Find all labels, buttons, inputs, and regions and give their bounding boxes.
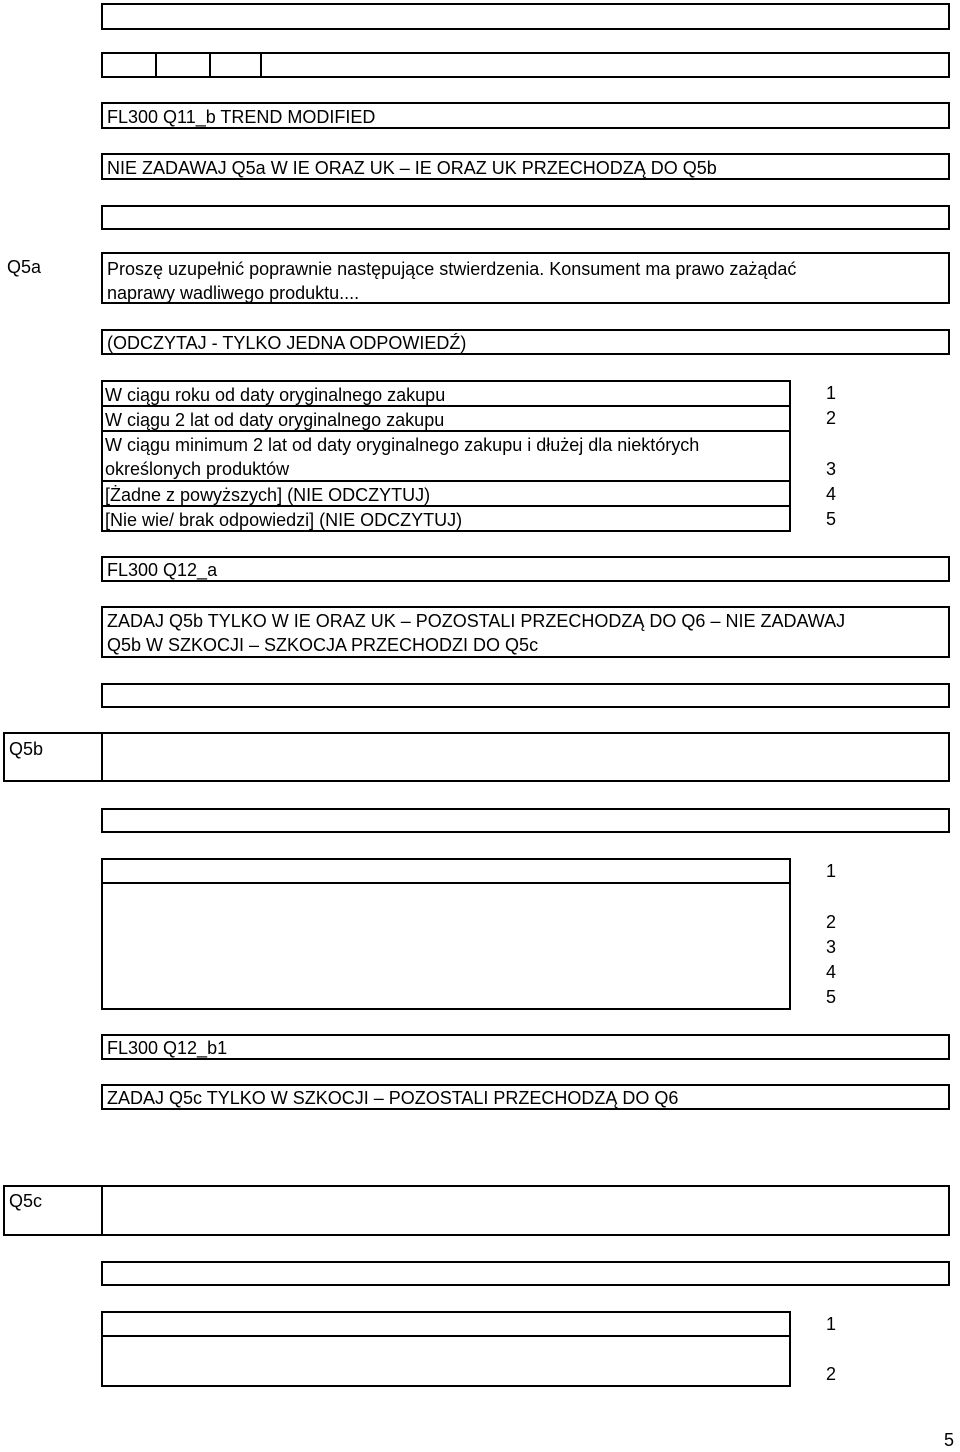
- q5b-code-4: 4: [826, 962, 837, 982]
- q5a-option-1-label: W ciągu roku od daty oryginalnego zakupu: [105, 385, 446, 405]
- q5a-question-line2: naprawy wadliwego produktu....: [107, 283, 360, 303]
- header-cell-1: [155, 54, 157, 76]
- empty-box-q5b-pre: [101, 683, 950, 708]
- q5a-option-3-label: W ciągu minimum 2 lat od daty oryginalnego zakupu i dłużej dla niektórych: [105, 435, 700, 455]
- q5a-option-2-code: 2: [826, 408, 837, 428]
- q5a-option-1-code: 1: [826, 383, 837, 403]
- skip-q5a-instruction: NIE ZADAWAJ Q5a W IE ORAZ UK – IE ORAZ UK PRZECHODZĄ DO Q5b: [107, 158, 717, 178]
- q5a-question-box: [101, 252, 950, 304]
- fl300-q12b1-box: [101, 1034, 950, 1060]
- skip-q5b-box: [101, 606, 950, 658]
- header-cell-2: [209, 54, 211, 76]
- q5c-options-box: [101, 1311, 791, 1387]
- q5b-code: Q5b: [9, 739, 44, 759]
- page-number: 5: [944, 1430, 955, 1450]
- q5a-code: Q5a: [7, 257, 42, 277]
- q5a-question-line1: Proszę uzupełnić poprawnie następujące stwierdzenia. Konsument ma prawo zażądać: [107, 259, 797, 279]
- q5a-instruction: (ODCZYTAJ - TYLKO JEDNA ODPOWIEDŹ): [107, 333, 467, 353]
- q5a-option-4-label: [Żadne z powyższych] (NIE ODCZYTUJ): [105, 485, 431, 505]
- fl300-q12a-box: [101, 556, 950, 582]
- q5b-row-box: [3, 732, 950, 782]
- skip-q5c-box: [101, 1084, 950, 1110]
- q5a-option-4-code: 4: [826, 484, 837, 504]
- option-divider: [103, 882, 789, 884]
- empty-header-box-1: [101, 3, 950, 30]
- q5b-code-5: 5: [826, 987, 837, 1007]
- q5c-code-2: 2: [826, 1364, 837, 1384]
- header-cell-3: [260, 54, 262, 76]
- fl300-q11-label: FL300 Q11_b TREND MODIFIED: [107, 107, 376, 127]
- empty-box-q5c-mid: [101, 1261, 950, 1286]
- q5a-instruction-box: [101, 329, 950, 355]
- q5b-code-3: 3: [826, 937, 837, 957]
- empty-header-box-2: [101, 52, 950, 78]
- fl300-q12b1-label: FL300 Q12_b1: [107, 1038, 228, 1058]
- skip-q5a-box: [101, 153, 950, 180]
- skip-q5c-instruction: ZADAJ Q5c TYLKO W SZKOCJI – POZOSTALI PRZECHODZĄ DO Q6: [107, 1088, 679, 1108]
- q5c-code: Q5c: [9, 1191, 43, 1211]
- empty-box-q5a-pre: [101, 205, 950, 230]
- q5b-options-box: [101, 858, 791, 1010]
- q5c-row-box: [3, 1185, 950, 1236]
- q5a-option-2-label: W ciągu 2 lat od daty oryginalnego zakupu: [105, 410, 445, 430]
- option-divider: [103, 1335, 789, 1337]
- q5a-option-5-label: [Nie wie/ brak odpowiedzi] (NIE ODCZYTUJ): [105, 510, 463, 530]
- q5b-code-1: 1: [826, 861, 837, 881]
- q5a-option-3-code: 3: [826, 459, 837, 479]
- skip-q5b-line1: ZADAJ Q5b TYLKO W IE ORAZ UK – POZOSTALI PRZECHODZĄ DO Q6 – NIE ZADAWAJ: [107, 611, 846, 631]
- q5b-code-2: 2: [826, 912, 837, 932]
- q5a-option-5-code: 5: [826, 509, 837, 529]
- q5a-option-3-label-cont: określonych produktów: [105, 459, 290, 479]
- skip-q5b-line2: Q5b W SZKOCJI – SZKOCJA PRZECHODZI DO Q5c: [107, 635, 539, 655]
- fl300-q11-box: [101, 102, 950, 129]
- q5a-options-box: [101, 380, 791, 532]
- q5c-code-1: 1: [826, 1314, 837, 1334]
- fl300-q12a-label: FL300 Q12_a: [107, 560, 218, 580]
- q5b-code-cell: [101, 734, 103, 780]
- empty-box-q5b-mid: [101, 808, 950, 833]
- q5c-code-cell: [101, 1187, 103, 1234]
